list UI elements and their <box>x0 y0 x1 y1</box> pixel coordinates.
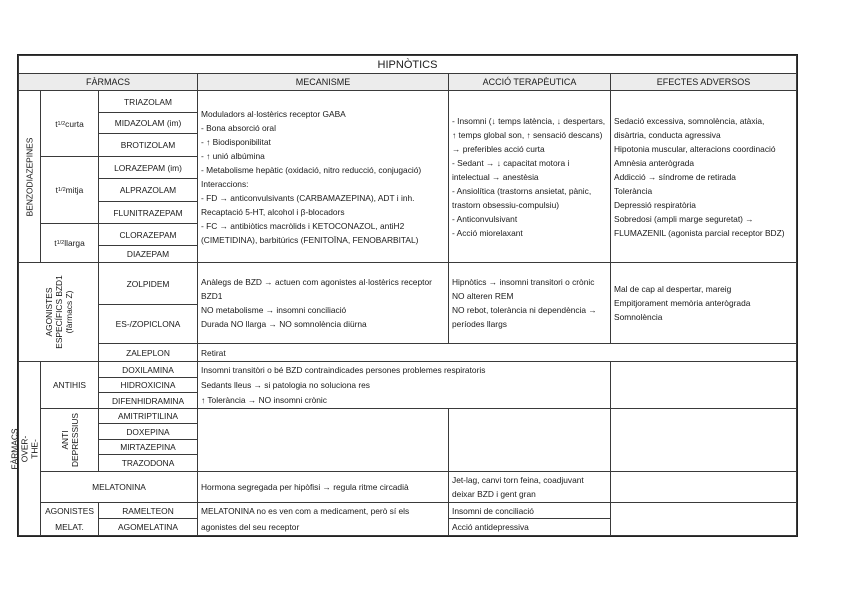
drug-cell: ALPRAZOLAM <box>98 178 198 202</box>
drug-cell: AGOMELATINA <box>98 518 198 536</box>
drug-cell: LORAZEPAM (im) <box>98 156 198 179</box>
subgroup-antidepressius <box>40 408 99 472</box>
group-label: FÀRMACS OVER-THE- <box>9 428 40 469</box>
z-efectes: Mal de cap al despertar, mareig Empitjorament memòria anterògrada Somnolència <box>610 262 797 344</box>
melatonina-mecanisme: Hormona segregada per hipòfisi → regula ritme circadià <box>197 471 449 503</box>
group-benzodiazepines <box>18 90 41 263</box>
agonistes-accio-agomelatina: Acció antidepressiva <box>448 518 611 536</box>
drug-cell: MIDAZOLAM (im) <box>98 112 198 134</box>
drug-cell: CLORAZEPAM <box>98 223 198 246</box>
group-label: AGONISTES ESPECÍFICS BZD1 (fàrmacs Z) <box>43 275 74 349</box>
header-efectes: EFECTES ADVERSOS <box>610 73 797 91</box>
drug-cell: FLUNITRAZEPAM <box>98 201 198 224</box>
drug-cell: DIFENHIDRAMINA <box>98 392 198 409</box>
antihis-mecanisme: Insomni transitòri o bé BZD contraindicades persones problemes respiratoris Sedants lleus → si patologia no soluciona res ↑ Tolerància → NO insomni crònic <box>197 361 611 409</box>
melatonina-efectes <box>610 471 797 503</box>
group-farmacs-z <box>18 262 99 362</box>
group-over-the-counter <box>9 361 41 536</box>
drug-cell: ZOLPIDEM <box>98 262 198 305</box>
antidep-accio <box>448 408 611 472</box>
header-farmacs: FÀRMACS <box>18 73 198 91</box>
drug-cell: AMITRIPTILINA <box>98 408 198 424</box>
drug-melatonina: MELATONINA <box>40 471 198 503</box>
bzd-efectes: Sedació excessiva, somnolència, atàxia, disàrtria, conducta agressiva Hipotonia muscular, alteracions coordinació Amnèsia anterògrada Addicció → síndrome de retirada Tolerància Depressió respiratòria Sobredosi (ampli marge seguretat) → FLUMAZENIL (agonista parcial receptor BDZ) <box>610 90 797 263</box>
zaleplon-note: Retirat <box>197 343 797 362</box>
z-mecanisme: Anàlegs de BZD → actuen com agonistes al·lostèrics receptor BZD1 NO metabolisme → insomni conciliació Durada NO llarga → NO somnolència diürna <box>197 262 449 344</box>
z-accio: Hipnòtics → insomni transitori o crònic NO alteren REM NO rebot, tolerància ni dependència → períodes llargs <box>448 262 611 344</box>
antidep-mecanisme <box>197 408 449 472</box>
drug-cell: DOXEPINA <box>98 423 198 440</box>
subgroup-antihis: ANTIHIS <box>40 361 99 409</box>
subgroup-agonistes-melat: AGONISTES MELAT. <box>40 502 99 536</box>
drug-cell: TRAZODONA <box>98 454 198 472</box>
header-accio: ACCIÓ TERAPÈUTICA <box>448 73 611 91</box>
drug-cell: ES-/ZOPICLONA <box>98 304 198 344</box>
table-title: HIPNÒTICS <box>18 55 797 74</box>
antihis-efectes <box>610 361 797 409</box>
bzd-mecanisme: Moduladors al·lostèrics receptor GABA - Bona absorció oral - ↑ Biodisponibilitat - ↑ unió albúmina - Metabolisme hepàtic (oxidació, nitro reducció, conjugació) Interaccions: - FD → anticonvulsivants (CARBAMAZEPINA), ADT i inh. Recaptació 5-HT, alcohol i β-blocadors - FC → antibiòtics macròlids i KETOCONAZOL, antiH2 (CIMETIDINA), barbitúrics (FENITOÏNA, FENOBARBITAL) <box>197 90 449 263</box>
drug-cell: HIDROXICINA <box>98 377 198 393</box>
drug-cell: DOXILAMINA <box>98 361 198 378</box>
group-label: ANTI DEPRESSIUS <box>59 413 80 467</box>
agonistes-efectes <box>610 502 797 536</box>
bzd-accio: - Insomni (↓ temps latència, ↓ despertars, ↑ temps global son, ↑ sensació descans) → preferibles acció curta - Sedant → ↓ capacitat motora i intelectual → anestèsia - Ansiolítica (trastorns ansietat, pànic, trastorn obsessiu-compulsiu) - Anticonvulsivant - Acció miorelaxant <box>448 90 611 263</box>
group-label: BENZODIAZEPINES <box>24 137 35 216</box>
drug-cell: RAMELTEON <box>98 502 198 519</box>
subgroup-llarga: t 1/2 llarga <box>40 223 99 263</box>
melatonina-accio: Jet-lag, canvi torn feina, coadjuvant deixar BZD i gent gran <box>448 471 611 503</box>
drug-cell: BROTIZOLAM <box>98 133 198 157</box>
subgroup-curta: t 1/2 curta <box>40 90 99 157</box>
drug-cell: ZALEPLON <box>98 343 198 362</box>
subgroup-mitja: t 1/2 mitja <box>40 156 99 224</box>
drug-cell: TRIAZOLAM <box>98 90 198 113</box>
agonistes-mecanisme: MELATONINA no es ven com a medicament, però sí els agonistes del seu receptor <box>197 502 449 536</box>
agonistes-accio-ramelteon: Insomni de conciliació <box>448 502 611 519</box>
header-mecanisme: MECANISME <box>197 73 449 91</box>
antidep-efectes <box>610 408 797 472</box>
drug-cell: DIAZEPAM <box>98 245 198 263</box>
drug-cell: MIRTAZEPINA <box>98 439 198 455</box>
